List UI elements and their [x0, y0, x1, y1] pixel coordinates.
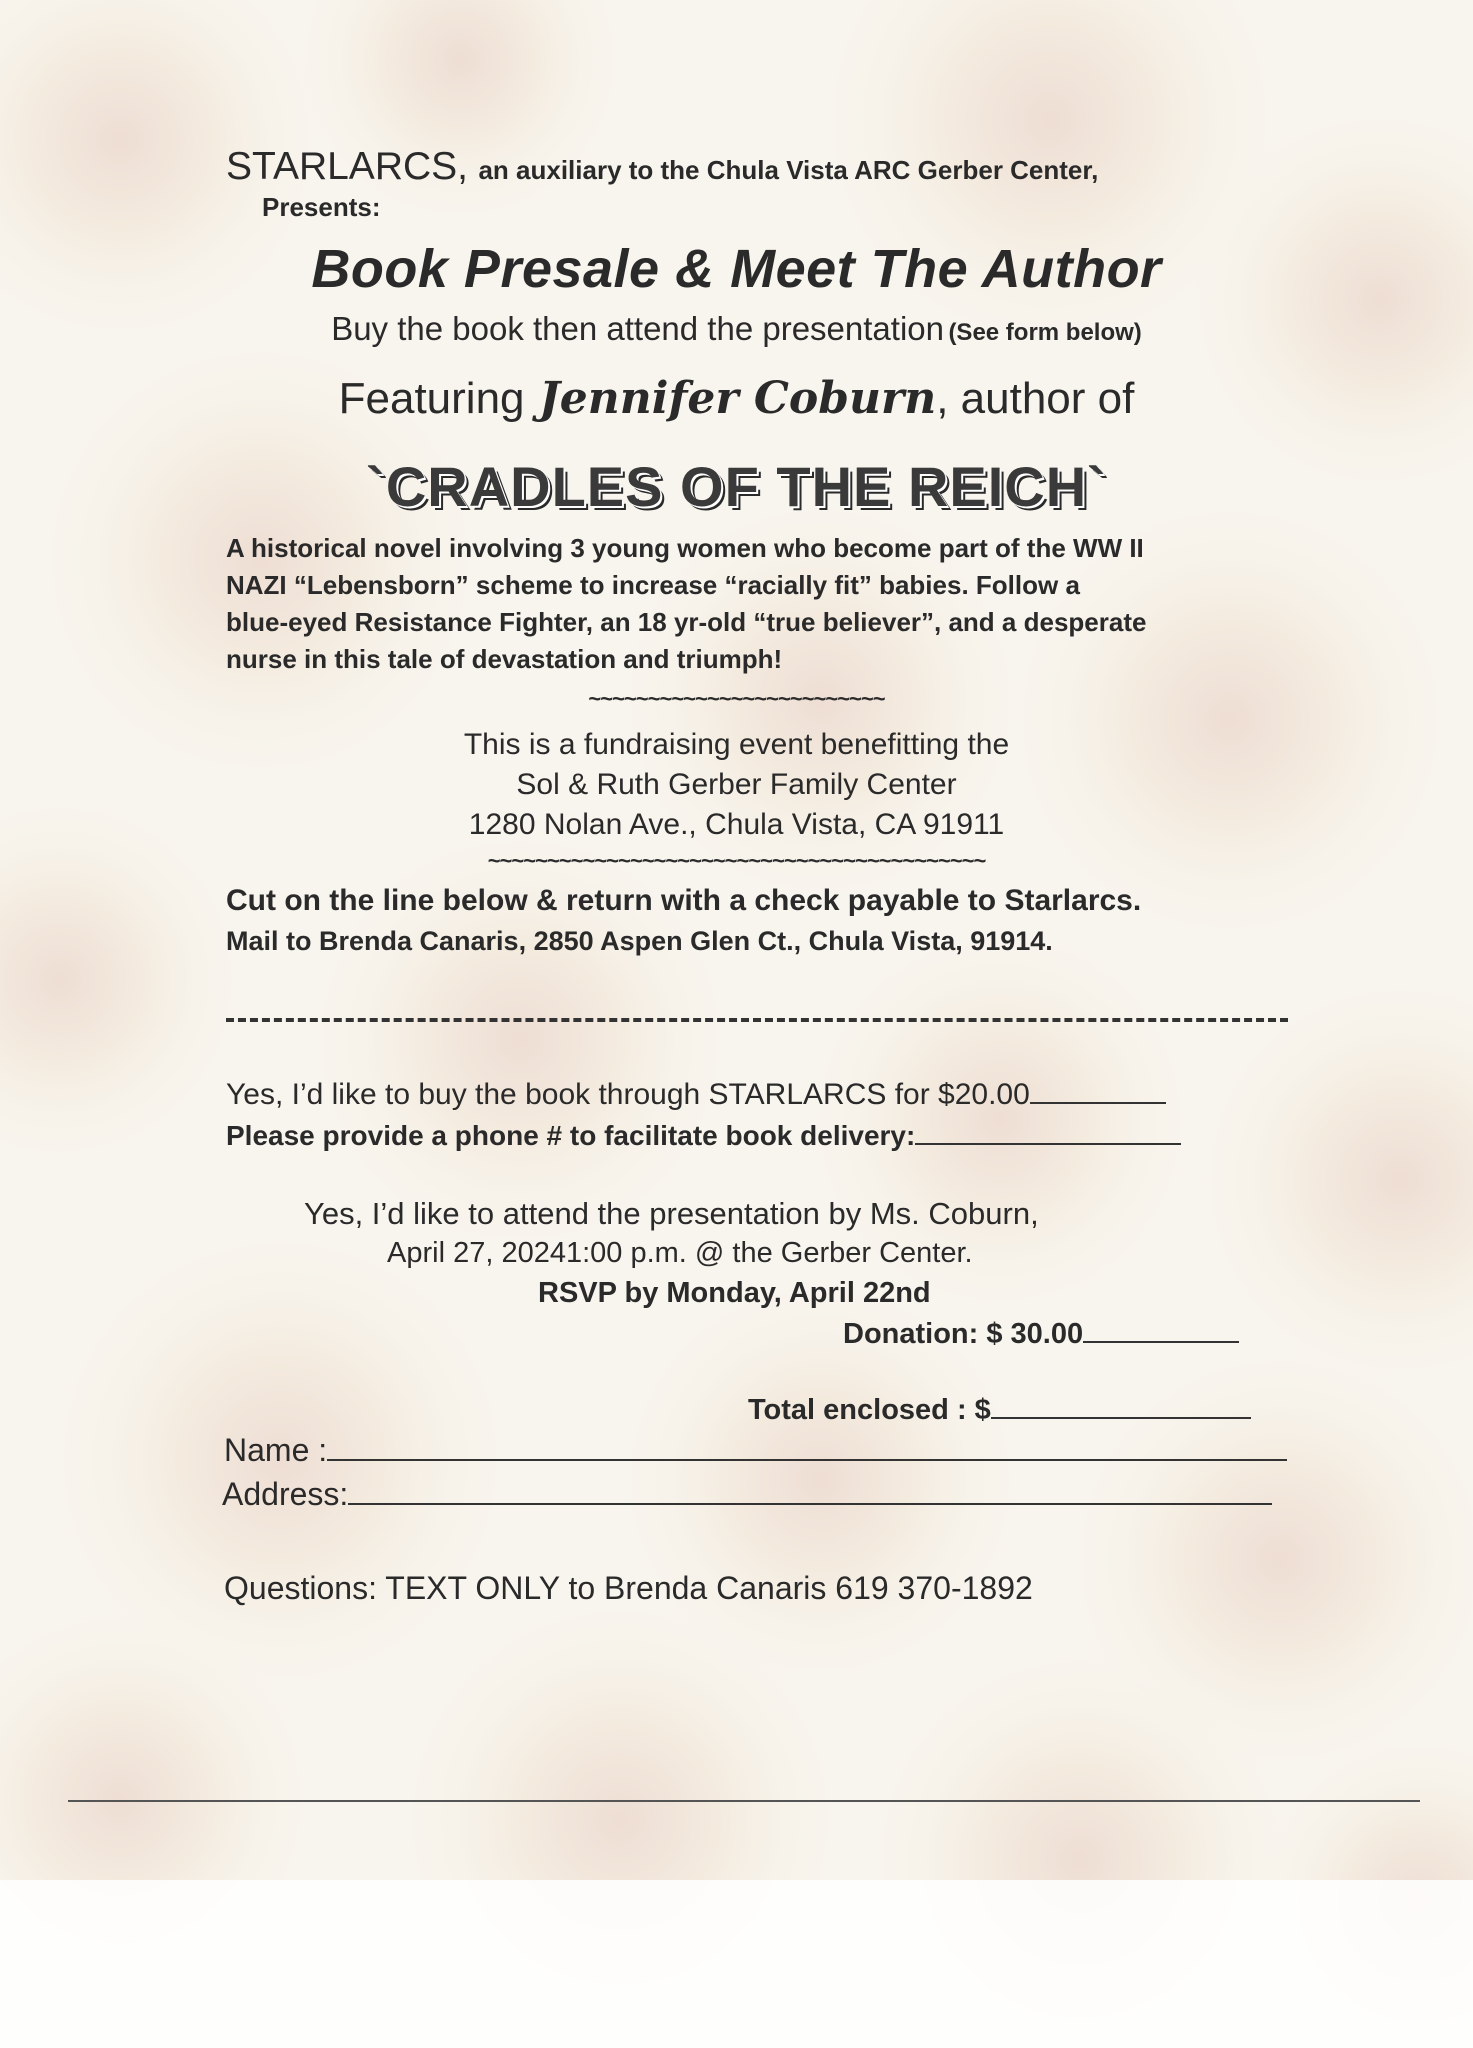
subtitle-main: Buy the book then attend the presentation	[331, 310, 944, 347]
name-field[interactable]	[327, 1459, 1287, 1461]
book-title: `CRADLES OF THE REICH`	[366, 455, 1107, 518]
book-purchase-text: Yes, I’d like to buy the book through STARLARCS for $20.00	[226, 1078, 1030, 1111]
presents-label: Presents:	[262, 192, 381, 222]
description-line-1: A historical novel involving 3 young women who become part of the WW II	[226, 533, 1144, 563]
subtitle	[0, 310, 1473, 348]
description-line-3: blue-eyed Resistance Fighter, an 18 yr-old “true believer”, and a desperate	[226, 607, 1147, 637]
donation-text: Donation: $ 30.00	[843, 1318, 1084, 1350]
instructions-line-1: Cut on the line below & return with a check payable to Starlarcs.	[226, 884, 1142, 917]
featuring-suffix: , author of	[936, 374, 1135, 423]
total-blank[interactable]	[991, 1417, 1251, 1419]
questions-line: Questions: TEXT ONLY to Brenda Canaris 619 370-1892	[224, 1570, 1033, 1606]
book-purchase-line	[226, 1078, 1166, 1112]
donation-blank[interactable]	[1083, 1341, 1239, 1343]
book-purchase-blank[interactable]	[1030, 1102, 1166, 1104]
attend-line-3: RSVP by Monday, April 22nd	[538, 1277, 931, 1309]
donation-line	[843, 1318, 1239, 1351]
name-line	[224, 1432, 1287, 1469]
featuring-prefix: Featuring	[338, 374, 525, 423]
total-line	[748, 1394, 1251, 1427]
phone-text: Please provide a phone # to facilitate book delivery:	[226, 1120, 916, 1151]
org-description: an auxiliary to the Chula Vista ARC Gerber Center,	[478, 155, 1099, 185]
fundraiser-line-2: Sol & Ruth Gerber Family Center	[516, 768, 957, 801]
subtitle-note: (See form below)	[948, 319, 1142, 346]
address-line	[222, 1476, 1272, 1513]
featuring-line	[0, 373, 1473, 424]
author-name: Jennifer Coburn	[538, 373, 937, 424]
attend-line-2: April 27, 20241:00 p.m. @ the Gerber Center.	[387, 1237, 973, 1269]
address-label: Address:	[222, 1476, 349, 1512]
divider-short: ~~~~~~~~~~~~~~~~~~~~~~~~~	[588, 686, 885, 711]
phone-line	[226, 1120, 1181, 1152]
description-line-2: NAZI “Lebensborn” scheme to increase “racially fit” babies. Follow a	[226, 570, 1080, 600]
fundraiser-line-3: 1280 Nolan Ave., Chula Vista, CA 91911	[468, 808, 1005, 841]
org-name: STARLARCS,	[226, 145, 468, 188]
name-label: Name :	[224, 1432, 328, 1468]
fundraiser-line-1: This is a fundraising event benefitting the	[463, 728, 1010, 761]
total-text: Total enclosed : $	[748, 1394, 991, 1426]
divider-long: ~~~~~~~~~~~~~~~~~~~~~~~~~~~~~~~~~~~~~~~~~~	[487, 848, 986, 873]
phone-blank[interactable]	[915, 1143, 1181, 1145]
event-title: Book Presale & Meet The Author	[311, 239, 1162, 299]
attend-line-1: Yes, I’d like to attend the presentation by Ms. Coburn,	[304, 1196, 1039, 1231]
description-line-4: nurse in this tale of devastation and triumph!	[226, 644, 783, 674]
instructions-line-2: Mail to Brenda Canaris, 2850 Aspen Glen Ct., Chula Vista, 91914.	[226, 926, 1053, 956]
cut-line	[226, 1018, 1288, 1022]
address-field[interactable]	[348, 1503, 1272, 1505]
org-line	[226, 145, 1098, 189]
bottom-rule	[68, 1800, 1420, 1802]
